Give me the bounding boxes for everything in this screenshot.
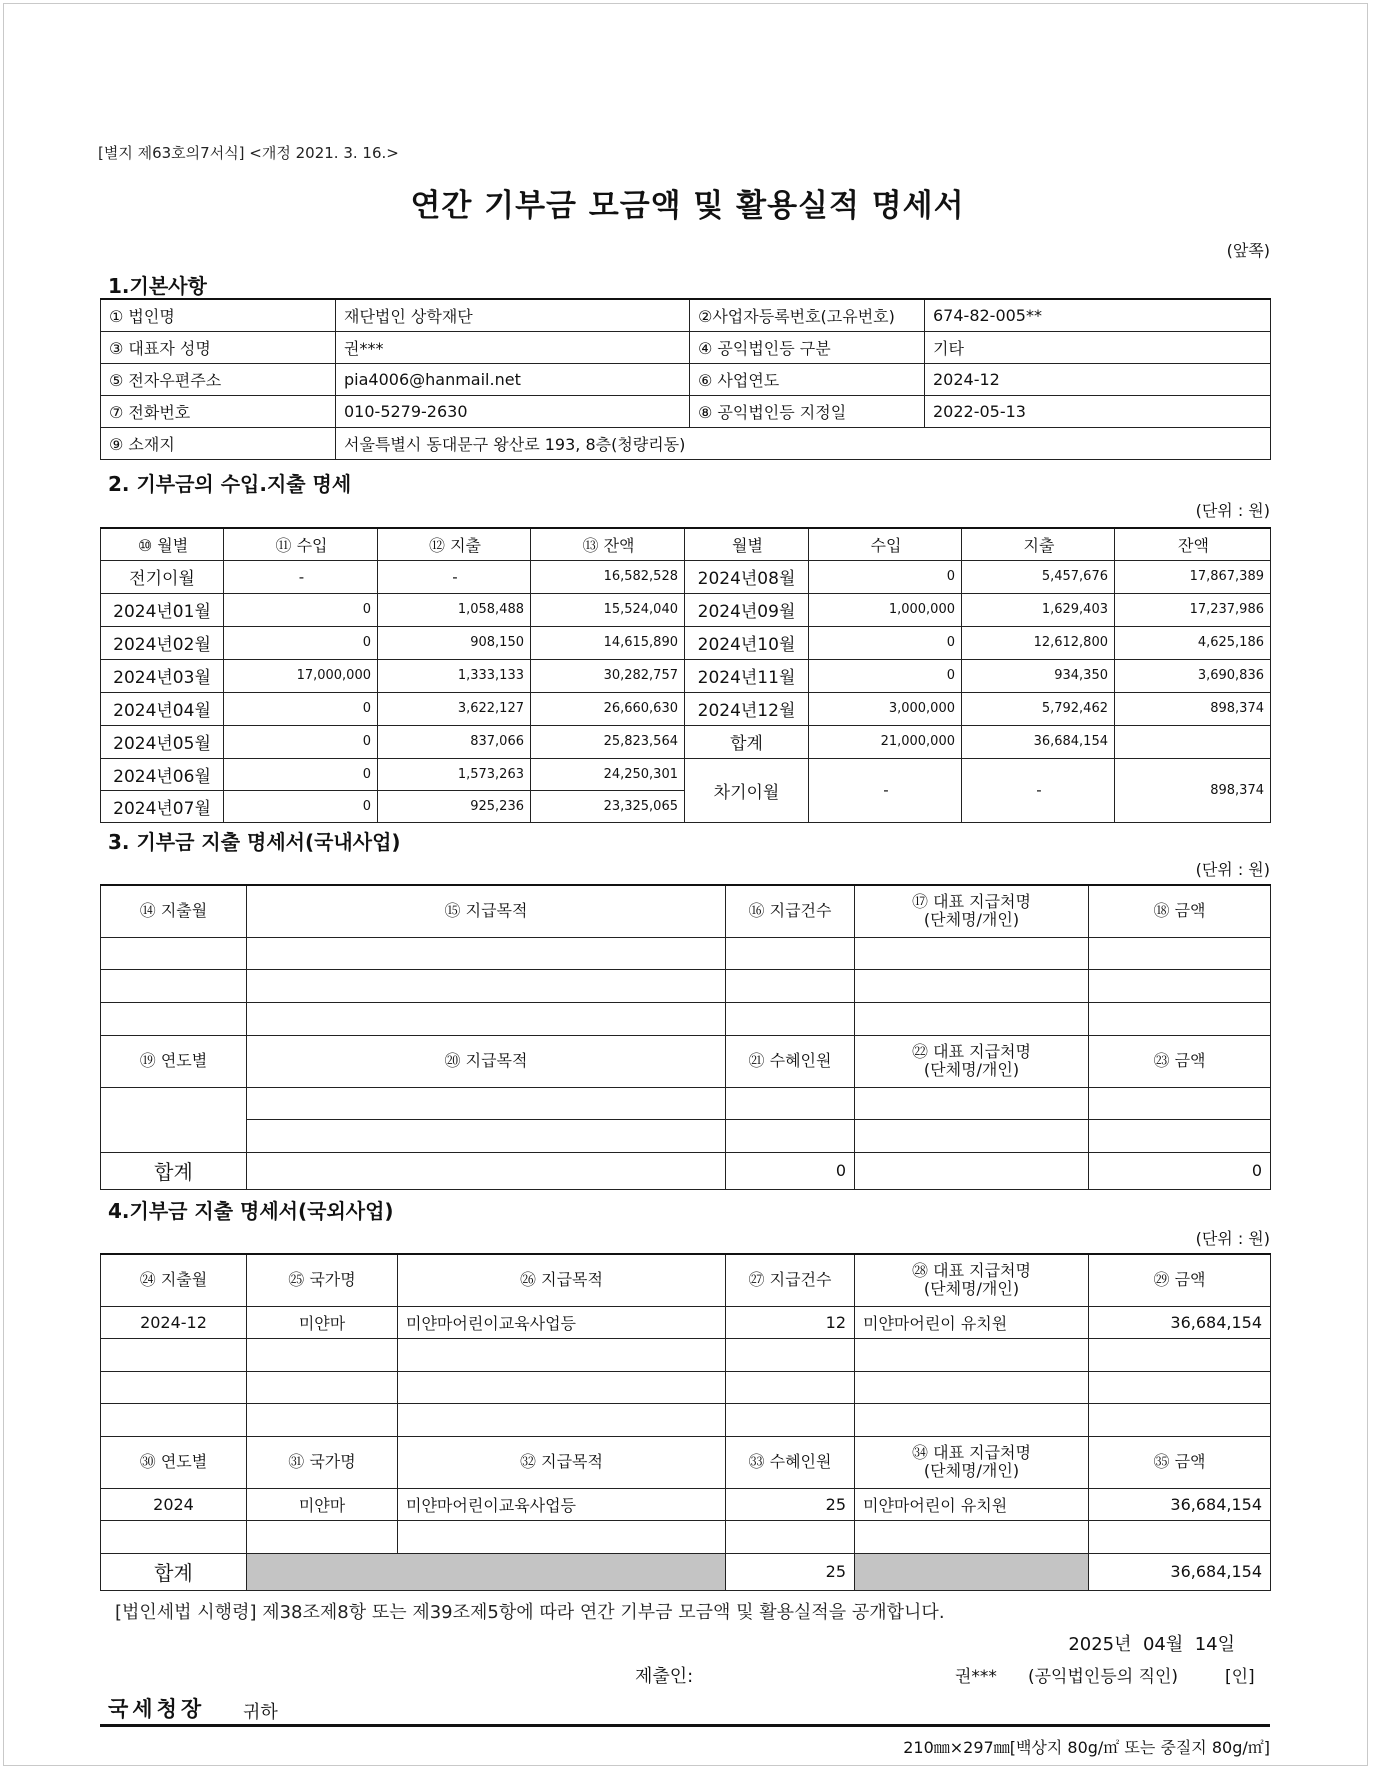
column-header: ⑮ 지급목적 <box>247 885 726 937</box>
table-header-row <box>101 1035 1271 1087</box>
column-header: ⑳ 지급목적 <box>247 1035 726 1087</box>
column-header: ㉜ 지급목적 <box>398 1436 726 1488</box>
income-cell: 1,000,000 <box>809 593 962 626</box>
total-amount: 0 <box>1089 1152 1271 1189</box>
table-row <box>101 626 1271 659</box>
amount: 36,684,154 <box>1089 1306 1271 1338</box>
column-header: ㉑ 수혜인원 <box>726 1035 855 1087</box>
expense-cell: 837,066 <box>378 725 531 758</box>
recipient-name: 미얀마어린이 유치원 <box>855 1306 1089 1338</box>
field-label: ⑥ 사업연도 <box>690 364 925 396</box>
expense-cell: 3,622,127 <box>378 692 531 725</box>
column-header: ㉚ 연도별 <box>101 1436 247 1488</box>
year-cell: 2024 <box>101 1488 247 1520</box>
month-cell: 2024년01월 <box>101 593 224 626</box>
income-cell: 0 <box>224 593 378 626</box>
column-header <box>855 885 1089 937</box>
month-cell: 2024년03월 <box>101 659 224 692</box>
table-row <box>101 560 1271 593</box>
addressee: 국세청장 <box>108 1697 206 1721</box>
table-row <box>101 758 1271 790</box>
column-header: ㉛ 국가명 <box>247 1436 398 1488</box>
expense-cell: 1,333,133 <box>378 659 531 692</box>
table-row <box>101 1087 1271 1119</box>
month-cell: 2024년04월 <box>101 692 224 725</box>
column-header <box>855 1436 1089 1488</box>
table-row <box>101 1119 1271 1152</box>
table-row <box>101 1520 1271 1553</box>
field-label: ③ 대표자 성명 <box>101 332 336 364</box>
table-row <box>101 1338 1271 1371</box>
expense-total: 36,684,154 <box>962 725 1115 758</box>
field-label: ⑦ 전화번호 <box>101 396 336 428</box>
field-value: 674-82-005** <box>925 299 1271 332</box>
carry-forward-balance: 898,374 <box>1115 758 1271 822</box>
country-name: 미얀마 <box>247 1488 398 1520</box>
income-cell: 0 <box>224 790 378 822</box>
balance-cell <box>1115 725 1271 758</box>
balance-cell: 15,524,040 <box>531 593 685 626</box>
income-cell: 0 <box>224 725 378 758</box>
column-header: ㉙ 금액 <box>1089 1254 1271 1306</box>
field-value: 재단법인 상학재단 <box>336 299 690 332</box>
expense-cell: 5,792,462 <box>962 692 1115 725</box>
table-row <box>101 299 1271 332</box>
field-label: ① 법인명 <box>101 299 336 332</box>
section-4-title: 4.기부금 지출 명세서(국외사업) <box>108 1199 394 1223</box>
balance-cell: 17,867,389 <box>1115 560 1271 593</box>
month-cell: 2024년10월 <box>685 626 809 659</box>
income-cell: 0 <box>224 758 378 790</box>
unit-label: (단위 : 원) <box>1195 1229 1270 1248</box>
column-header: ⑪ 수입 <box>224 528 378 560</box>
table-row <box>101 692 1271 725</box>
field-label: ⑤ 전자우편주소 <box>101 364 336 396</box>
amount: 36,684,154 <box>1089 1488 1271 1520</box>
basic-info-table <box>100 298 1271 460</box>
header-line: (단체명/개인) <box>923 1060 1020 1079</box>
expense-cell: 934,350 <box>962 659 1115 692</box>
column-header: ⑬ 잔액 <box>531 528 685 560</box>
field-label: ⑨ 소재지 <box>101 428 336 460</box>
page-side-label: (앞쪽) <box>1226 241 1270 260</box>
balance-cell: 4,625,186 <box>1115 626 1271 659</box>
table-row <box>101 593 1271 626</box>
balance-cell: 16,582,528 <box>531 560 685 593</box>
column-header <box>855 1035 1089 1087</box>
income-cell: 0 <box>809 560 962 593</box>
table-row <box>101 364 1271 396</box>
field-label: ⑧ 공익법인등 지정일 <box>690 396 925 428</box>
column-header: 수입 <box>809 528 962 560</box>
table-header-row <box>101 1436 1271 1488</box>
field-label: ④ 공익법인등 구분 <box>690 332 925 364</box>
expense-cell: 925,236 <box>378 790 531 822</box>
field-value: 010-5279-2630 <box>336 396 690 428</box>
expense-cell: - <box>962 758 1115 822</box>
income-cell: 17,000,000 <box>224 659 378 692</box>
header-line: (단체명/개인) <box>923 910 1020 930</box>
column-header: ㉔ 지출월 <box>101 1254 247 1306</box>
header-line: ㉘ 대표 지급처명 <box>912 1261 1031 1281</box>
payment-count: 12 <box>726 1306 855 1338</box>
expense-cell: 1,058,488 <box>378 593 531 626</box>
table-row <box>101 969 1271 1002</box>
expense-cell: 1,629,403 <box>962 593 1115 626</box>
income-cell: 0 <box>809 626 962 659</box>
column-header: ⑲ 연도별 <box>101 1035 247 1087</box>
balance-cell: 25,823,564 <box>531 725 685 758</box>
field-value: 서울특별시 동대문구 왕산로 193, 8층(청량리동) <box>336 428 1271 460</box>
submitter-label: 제출인: <box>635 1666 694 1687</box>
column-header: ㉓ 금액 <box>1089 1035 1271 1087</box>
total-row <box>101 1553 1271 1590</box>
submission-date: 2025년 04월 14일 <box>1068 1634 1235 1655</box>
recipient-name: 미얀마어린이 유치원 <box>855 1488 1089 1520</box>
income-cell: 3,000,000 <box>809 692 962 725</box>
column-header: ⑭ 지출월 <box>101 885 247 937</box>
balance-cell: 14,615,890 <box>531 626 685 659</box>
overseas-expense-table <box>100 1253 1271 1591</box>
form-number: [별지 제63호의7서식] <개정 2021. 3. 16.> <box>98 144 399 162</box>
submitter-name: 권*** <box>955 1667 997 1687</box>
expense-cell: - <box>378 560 531 593</box>
column-header: ㉕ 국가명 <box>247 1254 398 1306</box>
shaded-cell <box>247 1553 726 1590</box>
total-count: 25 <box>726 1553 855 1590</box>
total-label: 합계 <box>101 1152 247 1189</box>
payment-purpose: 미얀마어린이교육사업등 <box>398 1488 726 1520</box>
carry-forward-label: 차기이월 <box>685 758 809 822</box>
column-header: 지출 <box>962 528 1115 560</box>
footer-divider <box>100 1724 1270 1727</box>
document-title: 연간 기부금 모금액 및 활용실적 명세서 <box>410 188 965 224</box>
table-row <box>101 1306 1271 1338</box>
field-value: 권*** <box>336 332 690 364</box>
month-cell: 전기이월 <box>101 560 224 593</box>
section-2-title: 2. 기부금의 수입.지출 명세 <box>108 472 352 496</box>
balance-cell: 3,690,836 <box>1115 659 1271 692</box>
balance-cell: 17,237,986 <box>1115 593 1271 626</box>
income-cell: 0 <box>224 626 378 659</box>
balance-cell: 30,282,757 <box>531 659 685 692</box>
unit-label: (단위 : 원) <box>1195 860 1270 879</box>
column-header: ㉗ 지급건수 <box>726 1254 855 1306</box>
income-expense-table <box>100 527 1271 823</box>
field-value: 기타 <box>925 332 1271 364</box>
field-value: 2024-12 <box>925 364 1271 396</box>
balance-cell: 898,374 <box>1115 692 1271 725</box>
table-row <box>101 396 1271 428</box>
unit-label: (단위 : 원) <box>1195 501 1270 520</box>
table-row <box>101 428 1271 460</box>
month-cell: 2024년02월 <box>101 626 224 659</box>
income-cell: - <box>809 758 962 822</box>
expense-cell: 1,573,263 <box>378 758 531 790</box>
column-header: ㉝ 수혜인원 <box>726 1436 855 1488</box>
month-cell: 2024년06월 <box>101 758 224 790</box>
total-label: 합계 <box>101 1553 247 1590</box>
total-label: 합계 <box>685 725 809 758</box>
month-cell: 2024년08월 <box>685 560 809 593</box>
balance-cell: 23,325,065 <box>531 790 685 822</box>
country-name: 미얀마 <box>247 1306 398 1338</box>
table-header-row <box>101 885 1271 937</box>
table-row <box>101 937 1271 969</box>
month-cell: 2024년11월 <box>685 659 809 692</box>
table-row <box>101 1371 1271 1403</box>
total-amount: 36,684,154 <box>1089 1553 1271 1590</box>
column-header: 잔액 <box>1115 528 1271 560</box>
expense-cell: 12,612,800 <box>962 626 1115 659</box>
column-header: ⑯ 지급건수 <box>726 885 855 937</box>
column-header: ⑫ 지출 <box>378 528 531 560</box>
total-row <box>101 1152 1271 1189</box>
income-total: 21,000,000 <box>809 725 962 758</box>
table-header-row <box>101 1254 1271 1306</box>
header-line: ⑰ 대표 지급처명 <box>912 892 1031 912</box>
legal-statement: [법인세법 시행령] 제38조제8항 또는 제39조제5항에 따라 연간 기부금 모금액 및 활용실적을 공개합니다. <box>115 1602 945 1623</box>
month-cell: 2024년07월 <box>101 790 224 822</box>
expense-month: 2024-12 <box>101 1306 247 1338</box>
column-header: ㉟ 금액 <box>1089 1436 1271 1488</box>
column-header: ⑱ 금액 <box>1089 885 1271 937</box>
shaded-cell <box>855 1553 1089 1590</box>
header-line: (단체명/개인) <box>923 1279 1020 1299</box>
month-cell: 2024년12월 <box>685 692 809 725</box>
month-cell: 2024년05월 <box>101 725 224 758</box>
column-header: ⑩ 월별 <box>101 528 224 560</box>
paper-spec: 210㎜×297㎜[백상지 80g/㎡ 또는 중질지 80g/㎡] <box>903 1738 1270 1757</box>
income-cell: 0 <box>224 692 378 725</box>
submitter-note: (공익법인등의 직인) <box>1028 1667 1179 1687</box>
column-header <box>855 1254 1089 1306</box>
payment-purpose: 미얀마어린이교육사업등 <box>398 1306 726 1338</box>
table-row <box>101 1002 1271 1035</box>
section-3-title: 3. 기부금 지출 명세서(국내사업) <box>108 830 401 854</box>
table-row <box>101 659 1271 692</box>
seal-mark: [인] <box>1225 1667 1255 1687</box>
balance-cell: 24,250,301 <box>531 758 685 790</box>
header-line: ㉒ 대표 지급처명 <box>912 1042 1031 1061</box>
total-count: 0 <box>726 1152 855 1189</box>
table-header-row <box>101 528 1271 560</box>
header-line: ㉞ 대표 지급처명 <box>912 1443 1031 1462</box>
beneficiary-count: 25 <box>726 1488 855 1520</box>
honorific: 귀하 <box>243 1702 278 1723</box>
domestic-expense-table <box>100 884 1271 1190</box>
field-value: pia4006@hanmail.net <box>336 364 690 396</box>
balance-cell: 26,660,630 <box>531 692 685 725</box>
expense-cell: 5,457,676 <box>962 560 1115 593</box>
column-header: 월별 <box>685 528 809 560</box>
table-row <box>101 725 1271 758</box>
month-cell: 2024년09월 <box>685 593 809 626</box>
income-cell: 0 <box>809 659 962 692</box>
income-cell: - <box>224 560 378 593</box>
section-1-title: 1.기본사항 <box>108 274 207 298</box>
expense-cell: 908,150 <box>378 626 531 659</box>
column-header: ㉖ 지급목적 <box>398 1254 726 1306</box>
field-value: 2022-05-13 <box>925 396 1271 428</box>
field-label: ②사업자등록번호(고유번호) <box>690 299 925 332</box>
table-row <box>101 332 1271 364</box>
header-line: (단체명/개인) <box>923 1461 1020 1480</box>
table-row <box>101 1488 1271 1520</box>
table-row <box>101 1403 1271 1436</box>
